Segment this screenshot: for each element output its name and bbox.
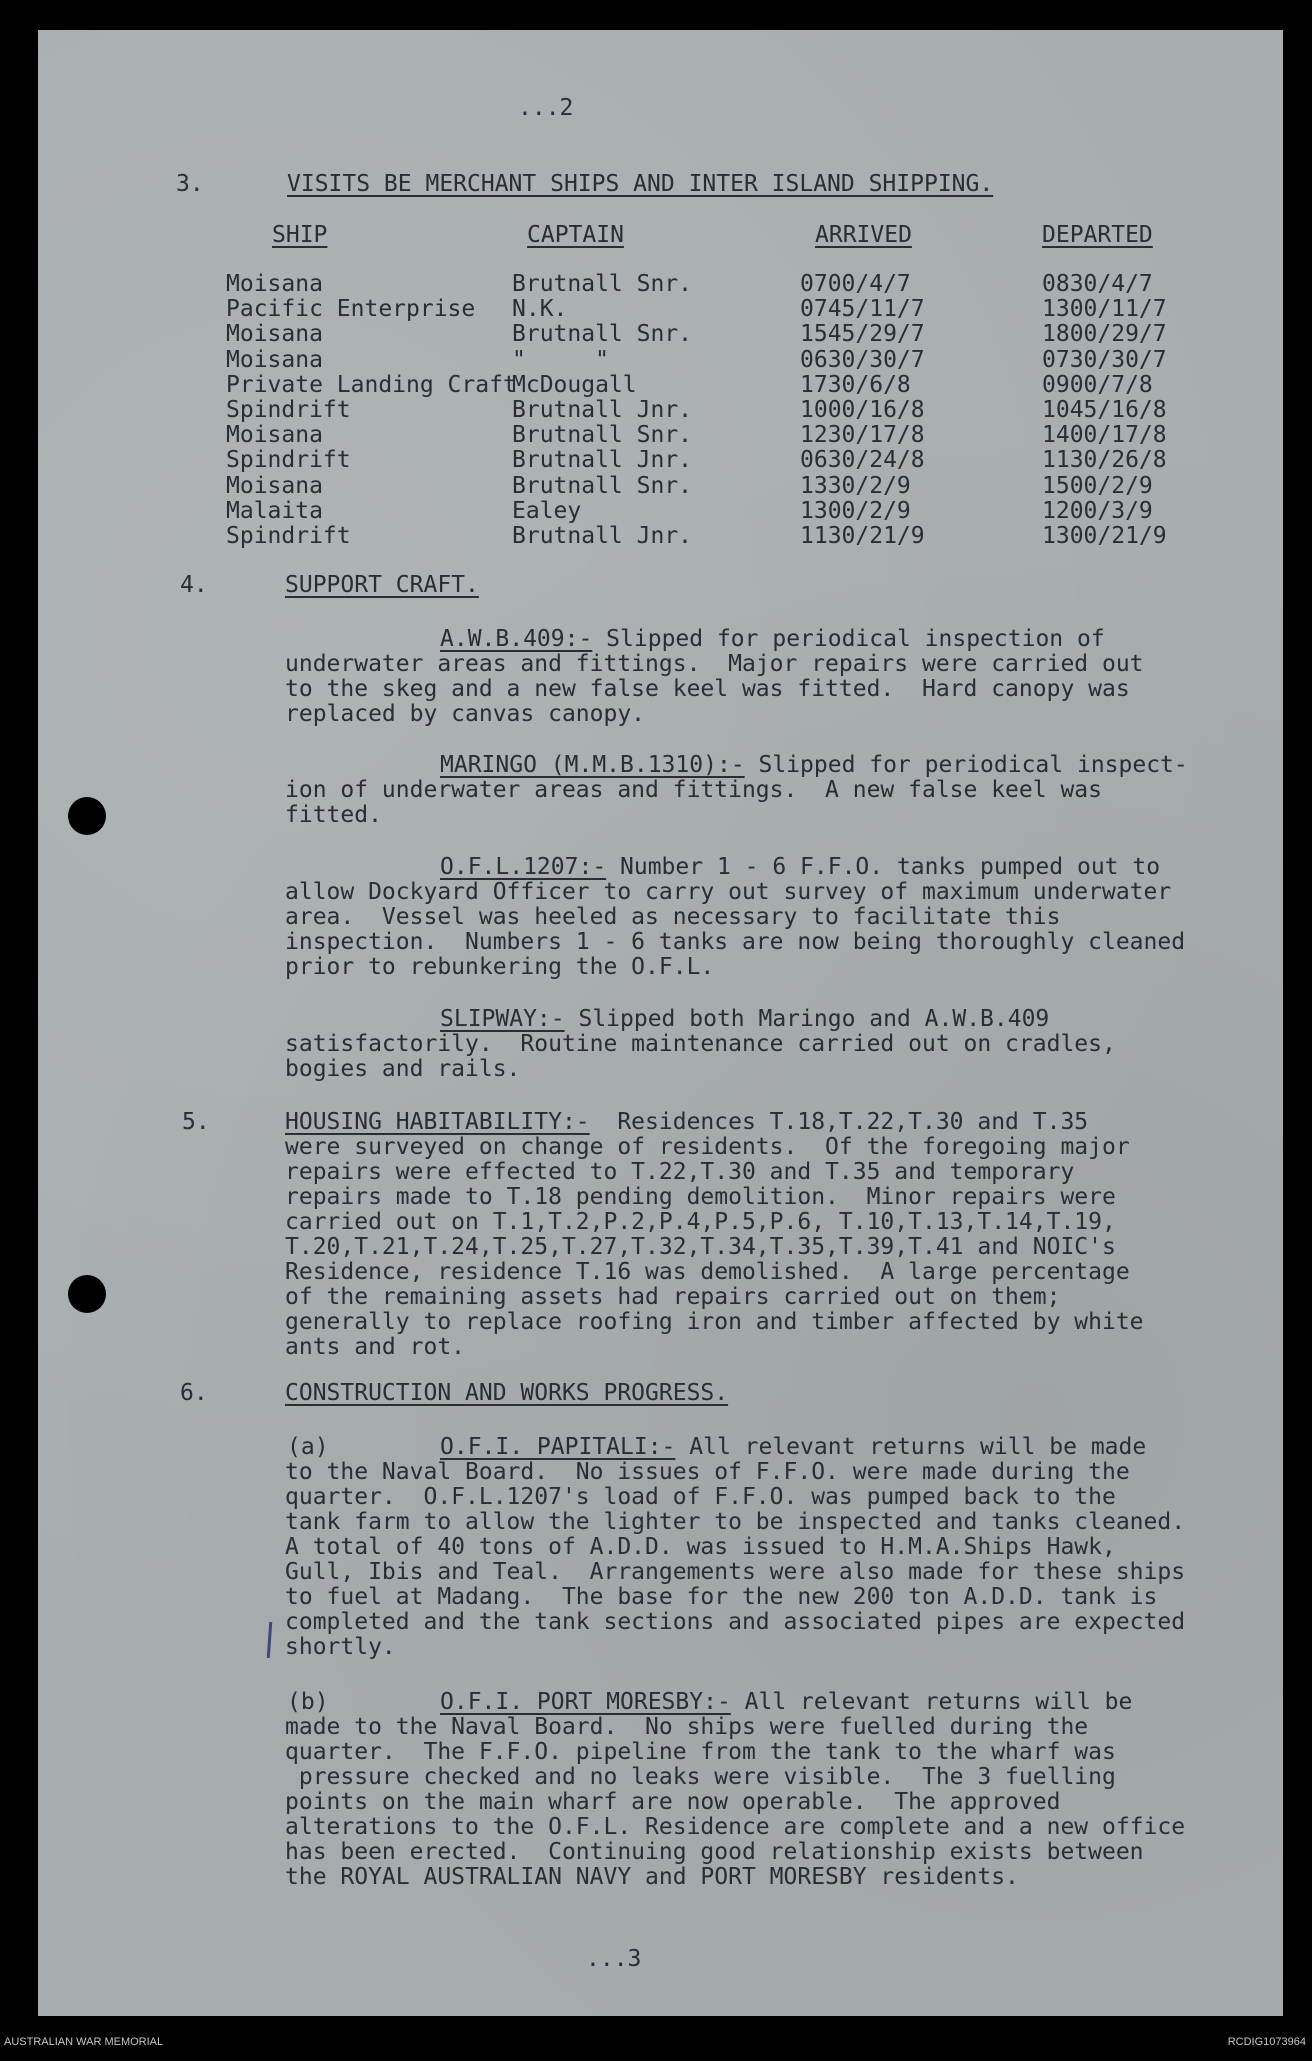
section-5-number: 5. (182, 1109, 210, 1135)
ship-table-cell: 1130/26/8 (1042, 447, 1167, 474)
ship-table-cell: Brutnall Jnr. (512, 447, 693, 474)
ofi-port-moresby-paragraph (440, 1690, 1132, 1715)
ofi-papitali-first-line: All relevant returns will be made (675, 1434, 1147, 1460)
slipway-first-line: Slipped both Maringo and A.W.B.409 (564, 1006, 1050, 1032)
ship-table-cell: McDougall (512, 371, 637, 398)
ship-table-cell: 1330/2/9 (800, 472, 911, 499)
awb-409-first-line: Slipped for periodical inspection of (592, 626, 1105, 652)
ship-table-cell: 1500/2/9 (1042, 472, 1153, 499)
ship-table-cell: Moisana (226, 346, 323, 373)
ofi-port-moresby-text: made to the Naval Board. No ships were fuelled during the quarter. The F.F.O. pipeline from the tank to the wharf was pressure checked and no leaks were visible. The 3 fuelling points on the main wharf are now operable. The approved alterations to the O.F.L. Residence are complete and a new office has been erected. Continuing good relationship exists between the ROYAL AUSTRALIAN NAVY and PORT MORESBY residents. (285, 1714, 1186, 1890)
ship-table-cell: N.K. (512, 296, 568, 323)
ship-table-cell: " " (512, 346, 609, 373)
footer-archive-label: AUSTRALIAN WAR MEMORIAL (4, 2036, 164, 2048)
ship-table-cell: 0830/4/7 (1042, 271, 1153, 297)
ship-table-cell: 0730/30/7 (1042, 346, 1167, 373)
section-4-title: SUPPORT CRAFT. (285, 572, 479, 598)
housing-first-line: Residences T.18,T.22,T.30 and T.35 (589, 1109, 1089, 1135)
ofi-papitali-paragraph (440, 1435, 1146, 1460)
ship-table-cell: 1300/2/9 (800, 497, 911, 524)
ship-table-cell: 0630/30/7 (800, 346, 925, 373)
ship-table-cell: 1800/29/7 (1042, 321, 1167, 348)
binder-hole-bottom (68, 1275, 106, 1313)
section-3-title: VISITS BE MERCHANT SHIPS AND INTER ISLAND SHIPPING. (287, 171, 994, 197)
ship-table-cell: Moisana (226, 321, 323, 348)
maringo-text: ion of underwater areas and fittings. A new false keel was fitted. (285, 777, 1102, 828)
slipway-paragraph (440, 1007, 1049, 1032)
ship-table-cell: Ealey (512, 497, 582, 524)
ship-table-cell: Brutnall Snr. (512, 472, 693, 499)
ship-table-cell: Malaita (226, 497, 323, 524)
ship-table-cell: 1230/17/8 (800, 422, 925, 449)
page-number-bottom: ...3 (586, 1946, 642, 1972)
ofi-papitali-heading: O.F.I. PAPITALI:- (440, 1434, 676, 1460)
ofi-port-moresby-label: (b) (287, 1689, 329, 1715)
awb-409-heading: A.W.B.409:- (440, 626, 593, 652)
ship-table-cell: Brutnall Snr. (512, 422, 693, 449)
ship-table-cell: Moisana (226, 472, 323, 499)
maringo-heading: MARINGO (M.M.B.1310):- (440, 752, 745, 778)
ship-table-cell: 1730/6/8 (800, 371, 911, 398)
slipway-text: satisfactorily. Routine maintenance carried out on cradles, bogies and rails. (285, 1031, 1116, 1082)
ship-table-cell: Moisana (226, 271, 323, 297)
ship-table-cell: Brutnall Snr. (512, 321, 693, 348)
ship-table-cell: 1300/11/7 (1042, 296, 1167, 323)
ship-table-cell: 0900/7/8 (1042, 371, 1153, 398)
housing-heading: HOUSING HABITABILITY:- (285, 1109, 590, 1135)
maringo-first-line: Slipped for periodical inspect- (744, 752, 1188, 778)
ship-table-cell: Moisana (226, 422, 323, 449)
ship-table-cell: 1000/16/8 (800, 397, 925, 423)
ofi-papitali-label: (a) (287, 1434, 329, 1460)
awb-409-paragraph (440, 627, 1105, 652)
binder-hole-top (68, 797, 106, 835)
ship-table-cell: 0630/24/8 (800, 447, 925, 474)
ship-table-cell: Brutnall Snr. (512, 271, 693, 297)
section-4-number: 4. (180, 572, 208, 598)
ofl-1207-heading: O.F.L.1207:- (440, 854, 607, 880)
slipway-heading: SLIPWAY:- (440, 1006, 565, 1032)
section-6-title: CONSTRUCTION AND WORKS PROGRESS. (285, 1380, 729, 1406)
page-number-top: ...2 (518, 95, 574, 121)
ship-table-cell: 1130/21/9 (800, 523, 925, 549)
ship-table-cell: 1545/29/7 (800, 321, 925, 348)
ship-table-cell: Spindrift (226, 447, 351, 474)
awb-409-text: underwater areas and fittings. Major repairs were carried out to the skeg and a new false keel was fitted. Hard canopy was replaced by canvas canopy. (285, 651, 1144, 727)
ofi-port-moresby-heading: O.F.I. PORT MORESBY:- (440, 1689, 731, 1715)
ofl-1207-paragraph (440, 855, 1160, 880)
ship-table-cell: Brutnall Jnr. (512, 523, 693, 549)
ship-table-cell: Pacific Enterprise (226, 296, 476, 323)
ofl-1207-first-line: Number 1 - 6 F.F.O. tanks pumped out to (606, 854, 1161, 880)
ofi-papitali-text: to the Naval Board. No issues of F.F.O. were made during the quarter. O.F.L.1207's load of F.F.O. was pumped back to the tank farm to allow the lighter to be inspected and tanks cleaned. A total of 40 tons of A.D.D. was issued to H.M.A.Ships Hawk, Gull, Ibis and Teal. Arrangements were also made for these ships to fuel at Madang. The base for the new 200 ton A.D.D. tank is completed and the tank sections and associated pipes are expected shortly. (285, 1459, 1186, 1660)
header-ship: SHIP (272, 222, 328, 248)
housing-text: were surveyed on change of residents. Of the foregoing major repairs were effected to T.22,T.30 and T.35 and temporary repairs made to T.18 pending demolition. Minor repairs were carried out on T.1,T.2,P.2,P.4,P.5,P.6, T.10,T.13,T.14,T.19, T.20,T.21,T.24,T.25,T.27,T.32,T.34,T.35,T.39,T.41 and NOIC's Residence, residence T.16 was demolished. A large percentage of the remaining assets had repairs carried out on them; generally to replace roofing iron and timber affected by white ants and rot. (285, 1134, 1144, 1360)
header-arrived: ARRIVED (815, 222, 912, 248)
ship-table-cell: 1300/21/9 (1042, 523, 1167, 549)
ship-table-cell: Private Landing Craft (226, 371, 517, 398)
maringo-paragraph (440, 753, 1188, 778)
ship-table-cell: 1045/16/8 (1042, 397, 1167, 423)
section-6-number: 6. (180, 1380, 208, 1406)
ship-table-cell: Spindrift (226, 397, 351, 423)
ship-table-cell: 0745/11/7 (800, 296, 925, 323)
housing-paragraph (285, 1110, 1088, 1135)
ship-table-cell: 1400/17/8 (1042, 422, 1167, 449)
header-departed: DEPARTED (1042, 222, 1153, 248)
ofl-1207-text: allow Dockyard Officer to carry out survey of maximum underwater area. Vessel was heeled as necessary to facilitate this inspection. Numbers 1 - 6 tanks are now being thoroughly cleaned prior to rebunkering the O.F.L. (285, 879, 1186, 980)
header-captain: CAPTAIN (527, 222, 624, 248)
ship-table-cell: 1200/3/9 (1042, 497, 1153, 524)
ship-table-cell: Spindrift (226, 523, 351, 549)
section-3-number: 3. (176, 171, 204, 197)
ship-table-cell: Brutnall Jnr. (512, 397, 693, 423)
ship-table-cell: 0700/4/7 (800, 271, 911, 297)
footer-record-id: RCDIG1073964 (1227, 2036, 1306, 2048)
ofi-port-moresby-first-line: All relevant returns will be (730, 1689, 1133, 1715)
